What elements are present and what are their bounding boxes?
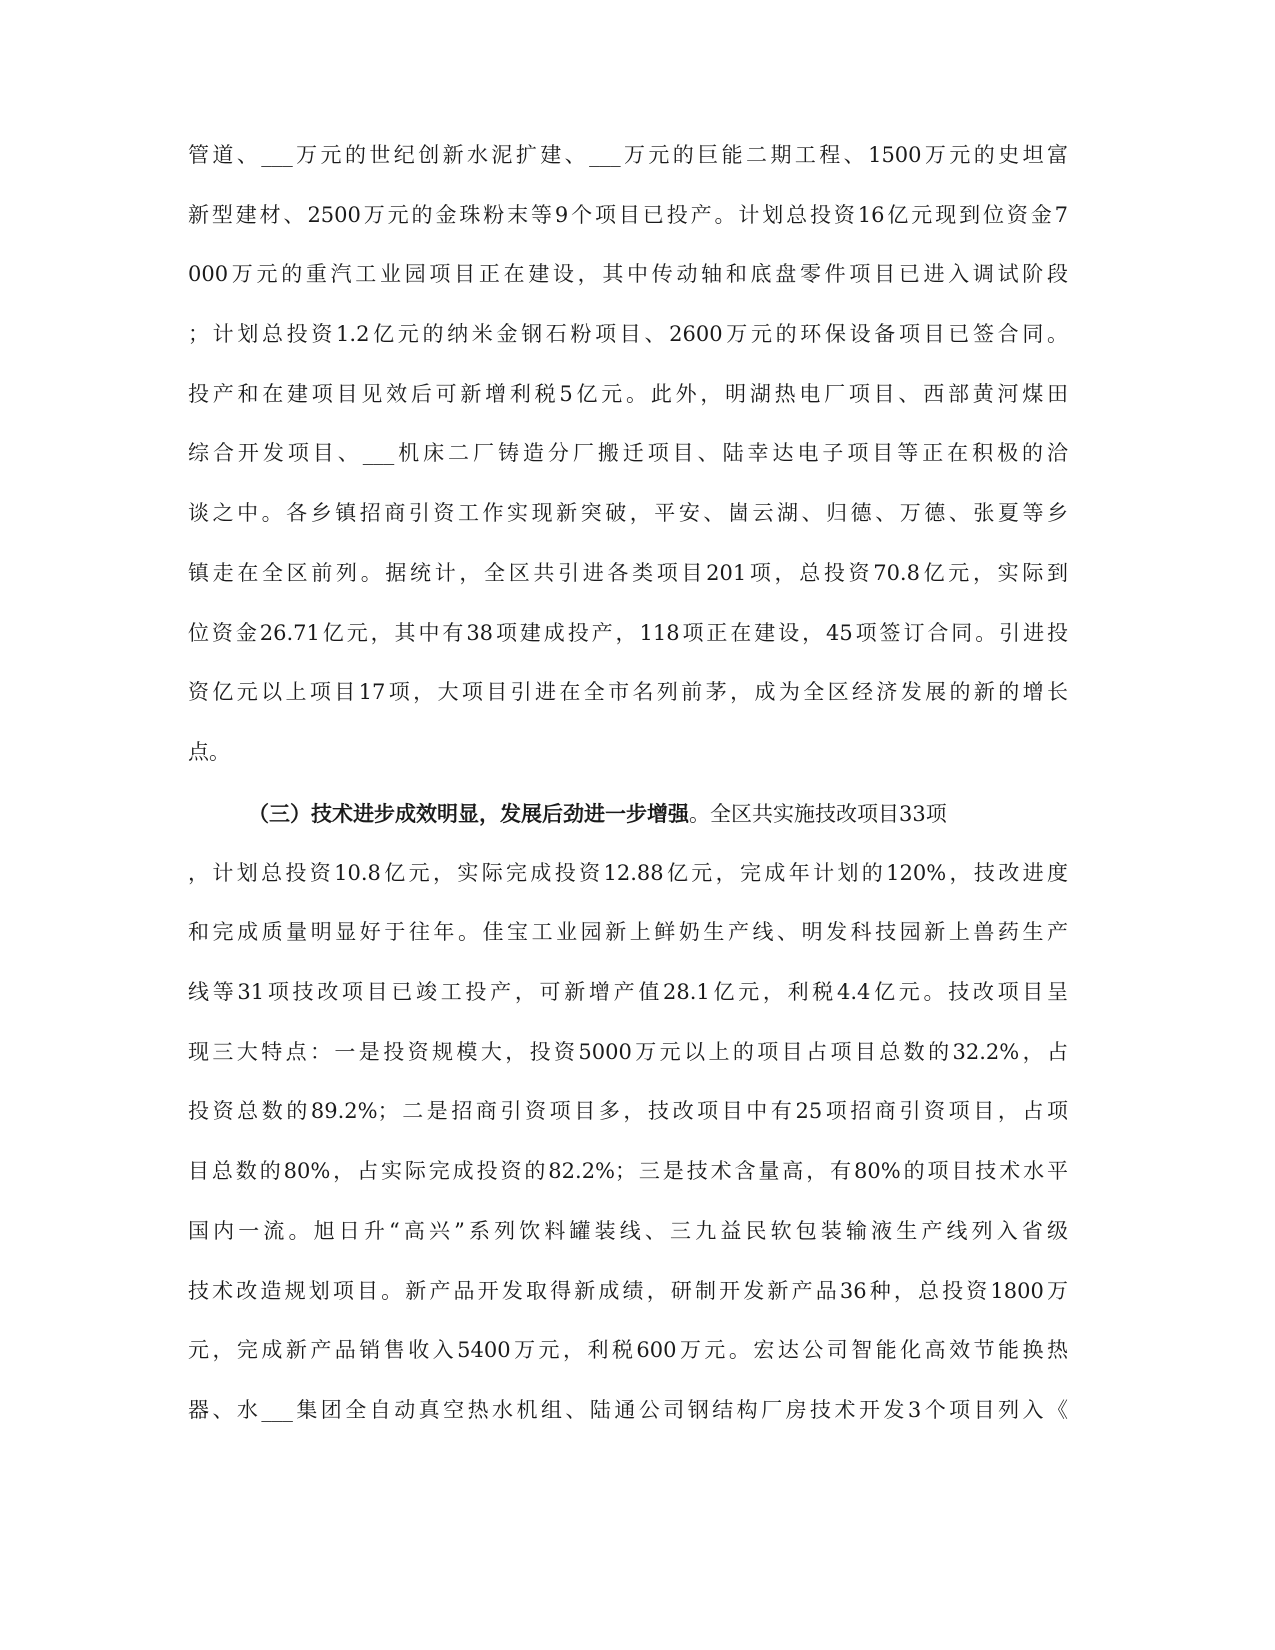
paragraph-line: 点。: [188, 739, 230, 764]
paragraph-investment-projects: [188, 126, 1068, 783]
paragraph-line: 综合开发项目、___机床二厂铸造分厂搬迁项目、陆幸达电子项目等正在积极的洽: [188, 441, 1068, 466]
paragraph-line: 目总数的80%，占实际完成投资的82.2%；三是技术含量高，有80%的项目技术水平: [188, 1159, 1068, 1184]
paragraph-line-rest: 。全区共实施技改项目33项: [689, 802, 947, 826]
paragraph-line: 位资金26.71亿元，其中有38项建成投产，118项正在建设，45项签订合同。引进投: [188, 620, 1068, 645]
paragraph-line: 管道、___万元的世纪创新水泥扩建、___万元的巨能二期工程、1500万元的史坦富: [188, 143, 1068, 167]
paragraph-line: 资亿元以上项目17项，大项目引进在全市名列前茅，成为全区经济发展的新的增长: [188, 680, 1068, 705]
paragraph-first-line: [188, 784, 1068, 844]
paragraph-line: 000万元的重汽工业园项目正在建设，其中传动轴和底盘零件项目已进入调试阶段: [188, 262, 1068, 287]
paragraph-line: 元，完成新产品销售收入5400万元，利税600万元。宏达公司智能化高效节能换热: [188, 1338, 1068, 1363]
paragraph-tech-progress: [188, 784, 1068, 1441]
paragraph-line: 国内一流。旭日升“高兴”系列饮料罐装线、三九益民软包装输液生产线列入省级: [188, 1218, 1068, 1243]
paragraph-line: 新型建材、2500万元的金珠粉末等9个项目已投产。计划总投资16亿元现到位资金7: [188, 202, 1068, 227]
paragraph-line: ，计划总投资10.8亿元，实际完成投资12.88亿元，完成年计划的120%，技改进度: [188, 860, 1068, 885]
paragraph-line: 投产和在建项目见效后可新增利税5亿元。此外，明湖热电厂项目、西部黄河煤田: [188, 381, 1068, 406]
paragraph-line: 器、水___集团全自动真空热水机组、陆通公司钢结构厂房技术开发3个项目列入《: [188, 1397, 1068, 1422]
section-heading: （三）技术进步成效明显，发展后劲进一步增强: [248, 801, 689, 826]
paragraph-line: 现三大特点：一是投资规模大，投资5000万元以上的项目占项目总数的32.2%，占: [188, 1039, 1068, 1064]
paragraph-line: ；计划总投资1.2亿元的纳米金钢石粉项目、2600万元的环保设备项目已签合同。: [188, 322, 1068, 347]
paragraph-line: 线等31项技改项目已竣工投产，可新增产值28.1亿元，利税4.4亿元。技改项目呈: [188, 980, 1068, 1005]
paragraph-line: 镇走在全区前列。据统计，全区共引进各类项目201项，总投资70.8亿元，实际到: [188, 560, 1068, 585]
paragraph-line: 谈之中。各乡镇招商引资工作实现新突破，平安、崮云湖、归德、万德、张夏等乡: [188, 501, 1068, 526]
paragraph-line: 和完成质量明显好于往年。佳宝工业园新上鲜奶生产线、明发科技园新上兽药生产: [188, 920, 1068, 945]
paragraph-line: 技术改造规划项目。新产品开发取得新成绩，研制开发新产品36种，总投资1800万: [188, 1278, 1068, 1303]
paragraph-line: 投资总数的89.2%；二是招商引资项目多，技改项目中有25项招商引资项目，占项: [188, 1099, 1068, 1124]
